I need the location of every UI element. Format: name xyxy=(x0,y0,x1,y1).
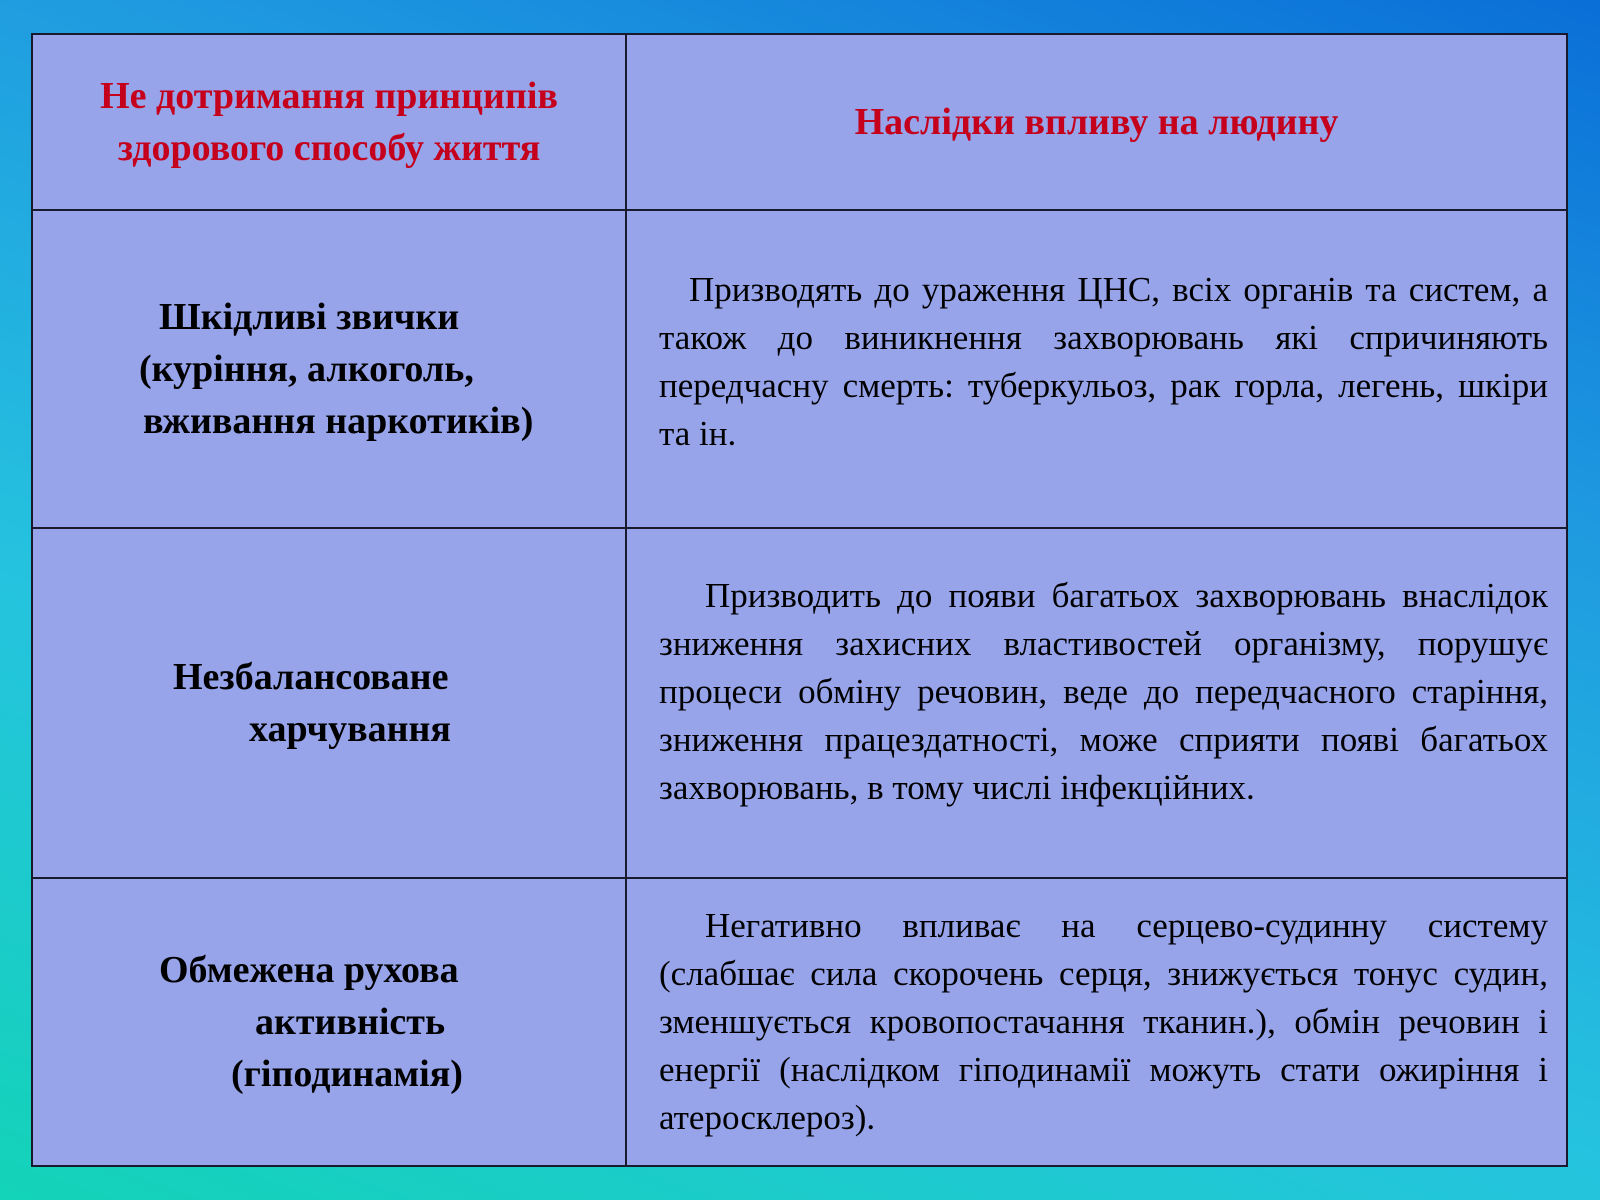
factor-line: харчування xyxy=(249,708,451,750)
factor-cell xyxy=(32,210,626,528)
factor-line: вживання наркотиків) xyxy=(143,400,534,442)
factor-line: активність xyxy=(255,1001,446,1043)
factor-text xyxy=(33,651,625,755)
factor-cell xyxy=(32,528,626,878)
factor-text xyxy=(33,944,625,1100)
effect-text: Призводять до ураження ЦНС, всіх органів та систем, а також до виникнення захворювань які спричиняють передчасну смерть: туберкульоз, рак горла, легень, шкіри та ін. xyxy=(659,270,1548,453)
consequences-table xyxy=(31,33,1568,1167)
header-right-text: Наслідки впливу на людину xyxy=(854,101,1339,143)
effect-cell xyxy=(626,210,1567,528)
table-row-bad-habits xyxy=(32,210,1567,528)
effect-cell xyxy=(626,528,1567,878)
factor-line: (гіподинамія) xyxy=(231,1053,463,1095)
factor-line: Шкідливі звички xyxy=(159,296,460,338)
effect-text: Призводить до появи багатьох захворювань внаслідок зниження захисних властивостей організму, порушує процеси обміну речовин, веде до передчасного старіння, зниження працездатності, може сприяти появі багатьох захворювань, в тому числі інфекційних. xyxy=(659,576,1548,807)
table-header-row xyxy=(32,34,1567,210)
effect-text: Негативно впливає на серцево-судинну систему (слабшає сила скорочень серця, знижується тонус судин, зменшується кровопостачання тканин.), обмін речовин і енергії (наслідком гіподинамії можуть стати ожиріння і атеросклероз). xyxy=(659,906,1548,1137)
factor-line: (куріння, алкоголь, xyxy=(139,348,474,390)
header-left-text: Не дотримання принципів здорового способу життя xyxy=(100,75,558,169)
header-cell-left xyxy=(32,34,626,210)
header-cell-right xyxy=(626,34,1567,210)
factor-line: Обмежена рухова xyxy=(159,949,459,991)
factor-text xyxy=(33,291,625,447)
effect-cell xyxy=(626,878,1567,1166)
factor-line: Незбалансоване xyxy=(173,656,449,698)
table-row-unbalanced-diet xyxy=(32,528,1567,878)
table-row-limited-activity xyxy=(32,878,1567,1166)
factor-cell xyxy=(32,878,626,1166)
